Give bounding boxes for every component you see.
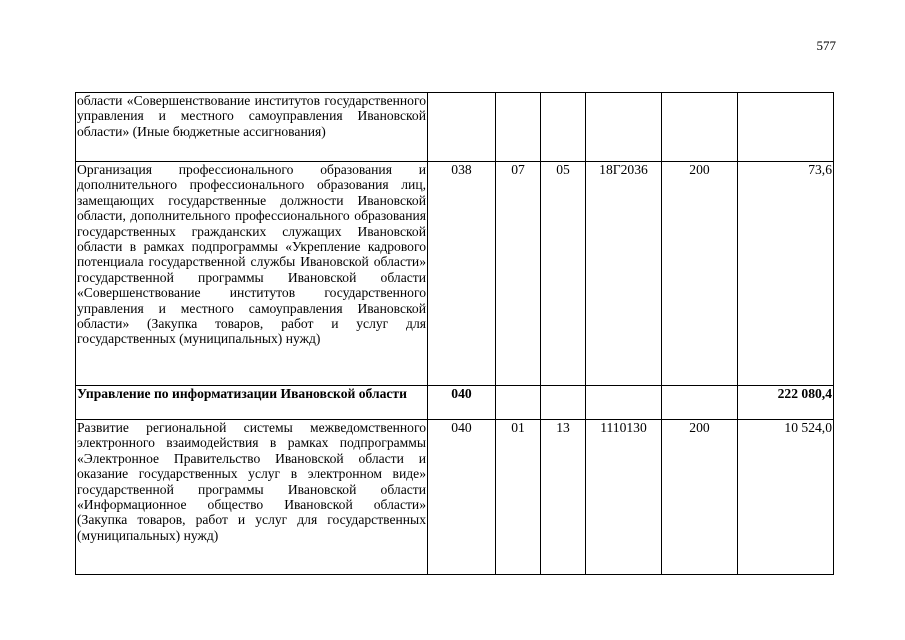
ministry-code: 038 <box>428 162 496 386</box>
table-row <box>76 386 834 420</box>
subsection-code: 13 <box>541 420 586 575</box>
row-description: Развитие региональной системы межведомственного электронного взаимодействия в рамках подпрограммы «Электронное Правительство Ивановской области и оказание государственных услуг в электронном виде» государственной программы Ивановской области «Информационное общество Ивановской области» (Закупка товаров, работ и услуг для государственных (муниципальных) нужд) <box>76 420 428 575</box>
section-code <box>496 386 541 420</box>
subsection-code: 05 <box>541 162 586 386</box>
amount: 73,6 <box>738 162 834 386</box>
row-description: Организация профессионального образования и дополнительного профессионального образования лиц, замещающих государственные должности Ивановской области, дополнительного профессионального образования государственных гражданских служащих Ивановской области в рамках подпрограммы «Укрепление кадрового потенциала государственной службы Ивановской области» государственной программы Ивановской области «Совершенствование институтов государственного управления и местного самоуправления Ивановской области» (Закупка товаров, работ и услуг для государственных (муниципальных) нужд) <box>76 162 428 386</box>
row-description: Управление по информатизации Ивановской области <box>76 386 428 420</box>
ministry-code: 040 <box>428 386 496 420</box>
table-row <box>76 93 834 162</box>
expense-type-code <box>662 93 738 162</box>
section-code: 01 <box>496 420 541 575</box>
amount: 222 080,4 <box>738 386 834 420</box>
section-code <box>496 93 541 162</box>
page-number: 577 <box>816 38 836 53</box>
amount: 10 524,0 <box>738 420 834 575</box>
target-article-code: 1110130 <box>586 420 662 575</box>
expense-type-code <box>662 386 738 420</box>
target-article-code: 18Г2036 <box>586 162 662 386</box>
amount <box>738 93 834 162</box>
expense-type-code: 200 <box>662 162 738 386</box>
subsection-code <box>541 93 586 162</box>
ministry-code: 040 <box>428 420 496 575</box>
table-row <box>76 162 834 386</box>
row-description: области «Совершенствование институтов государственного управления и местного самоуправления Ивановской области» (Иные бюджетные ассигнования) <box>76 93 428 162</box>
subsection-code <box>541 386 586 420</box>
budget-table <box>75 92 834 575</box>
expense-type-code: 200 <box>662 420 738 575</box>
ministry-code <box>428 93 496 162</box>
section-code: 07 <box>496 162 541 386</box>
target-article-code <box>586 93 662 162</box>
table-row <box>76 420 834 575</box>
target-article-code <box>586 386 662 420</box>
